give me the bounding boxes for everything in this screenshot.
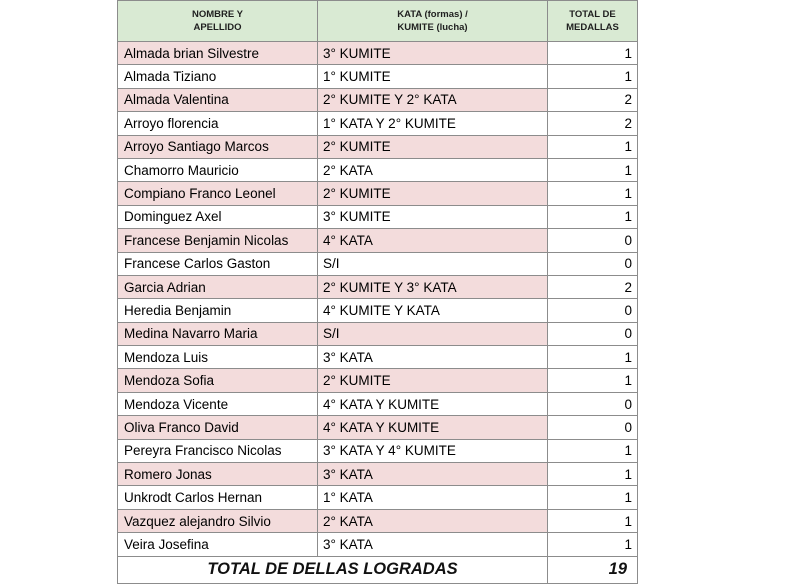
name-cell: Almada Tiziano (118, 65, 318, 88)
name-cell: Almada Valentina (118, 88, 318, 111)
event-cell: 1° KUMITE (318, 65, 548, 88)
table-row (118, 42, 638, 65)
event-cell: 3° KATA (318, 533, 548, 556)
header-event-line1: KATA (formas) / (397, 9, 468, 20)
total-cell: 1 (548, 486, 638, 509)
event-cell: 2° KATA (318, 158, 548, 181)
table-row (118, 392, 638, 415)
table-row (118, 299, 638, 322)
header-total-line1: TOTAL DE (569, 9, 616, 20)
total-cell: 1 (548, 346, 638, 369)
total-cell: 1 (548, 135, 638, 158)
event-cell: 1° KATA (318, 486, 548, 509)
table-row (118, 275, 638, 298)
table-row (118, 205, 638, 228)
event-cell: 3° KATA (318, 463, 548, 486)
total-cell: 0 (548, 392, 638, 415)
name-cell: Francese Carlos Gaston (118, 252, 318, 275)
header-name-line2: APELLIDO (193, 22, 242, 33)
name-cell: Arroyo florencia (118, 112, 318, 135)
name-cell: Unkrodt Carlos Hernan (118, 486, 318, 509)
total-cell: 1 (548, 65, 638, 88)
event-cell: 3° KUMITE (318, 42, 548, 65)
table-row (118, 229, 638, 252)
name-cell: Mendoza Luis (118, 346, 318, 369)
event-cell: 3° KATA Y 4° KUMITE (318, 439, 548, 462)
table-row (118, 112, 638, 135)
event-cell: 4° KATA (318, 229, 548, 252)
table-row (118, 369, 638, 392)
total-cell: 1 (548, 158, 638, 181)
event-cell: S/I (318, 252, 548, 275)
table-row (118, 322, 638, 345)
table-row (118, 416, 638, 439)
event-cell: 4° KUMITE Y KATA (318, 299, 548, 322)
event-cell: 3° KATA (318, 346, 548, 369)
event-cell: 2° KUMITE Y 3° KATA (318, 275, 548, 298)
total-cell: 0 (548, 322, 638, 345)
total-cell: 1 (548, 439, 638, 462)
name-cell: Chamorro Mauricio (118, 158, 318, 181)
name-cell: Medina Navarro Maria (118, 322, 318, 345)
total-cell: 0 (548, 252, 638, 275)
header-total-line2: MEDALLAS (566, 22, 619, 33)
total-cell: 0 (548, 416, 638, 439)
name-cell: Compiano Franco Leonel (118, 182, 318, 205)
total-cell: 0 (548, 299, 638, 322)
medal-table (117, 0, 638, 584)
name-cell: Arroyo Santiago Marcos (118, 135, 318, 158)
name-cell: Mendoza Sofia (118, 369, 318, 392)
event-cell: S/I (318, 322, 548, 345)
table-row (118, 88, 638, 111)
name-cell: Heredia Benjamin (118, 299, 318, 322)
name-cell: Vazquez alejandro Silvio (118, 509, 318, 532)
name-cell: Dominguez Axel (118, 205, 318, 228)
event-cell: 1° KATA Y 2° KUMITE (318, 112, 548, 135)
event-cell: 2° KUMITE Y 2° KATA (318, 88, 548, 111)
table-row (118, 509, 638, 532)
footer-row (118, 556, 638, 583)
header-row (118, 1, 638, 42)
event-cell: 2° KUMITE (318, 135, 548, 158)
name-cell: Oliva Franco David (118, 416, 318, 439)
footer-total-label: TOTAL DE DELLAS LOGRADAS (118, 556, 548, 583)
name-cell: Garcia Adrian (118, 275, 318, 298)
table-row (118, 252, 638, 275)
table-row (118, 486, 638, 509)
total-cell: 1 (548, 182, 638, 205)
total-cell: 1 (548, 42, 638, 65)
header-total (548, 1, 638, 42)
total-cell: 2 (548, 275, 638, 298)
table-row (118, 533, 638, 556)
total-cell: 1 (548, 369, 638, 392)
header-name-line1: NOMBRE Y (191, 9, 244, 20)
table-row (118, 463, 638, 486)
table-row (118, 65, 638, 88)
total-cell: 2 (548, 88, 638, 111)
name-cell: Veira Josefina (118, 533, 318, 556)
event-cell: 3° KUMITE (318, 205, 548, 228)
total-cell: 1 (548, 205, 638, 228)
header-name (118, 1, 318, 42)
name-cell: Almada brian Silvestre (118, 42, 318, 65)
table-row (118, 158, 638, 181)
medal-table-sheet (117, 0, 637, 584)
table-body (118, 42, 638, 557)
event-cell: 4° KATA Y KUMITE (318, 416, 548, 439)
event-cell: 2° KUMITE (318, 369, 548, 392)
table-row (118, 135, 638, 158)
table-row (118, 182, 638, 205)
header-event-line2: KUMITE (lucha) (397, 22, 468, 33)
name-cell: Romero Jonas (118, 463, 318, 486)
event-cell: 2° KATA (318, 509, 548, 532)
total-cell: 1 (548, 533, 638, 556)
total-cell: 1 (548, 463, 638, 486)
name-cell: Pereyra Francisco Nicolas (118, 439, 318, 462)
event-cell: 2° KUMITE (318, 182, 548, 205)
footer-total-sum: 19 (548, 556, 638, 583)
table-row (118, 439, 638, 462)
total-cell: 1 (548, 509, 638, 532)
event-cell: 4° KATA Y KUMITE (318, 392, 548, 415)
name-cell: Francese Benjamin Nicolas (118, 229, 318, 252)
total-cell: 0 (548, 229, 638, 252)
total-cell: 2 (548, 112, 638, 135)
header-event (318, 1, 548, 42)
table-row (118, 346, 638, 369)
name-cell: Mendoza Vicente (118, 392, 318, 415)
